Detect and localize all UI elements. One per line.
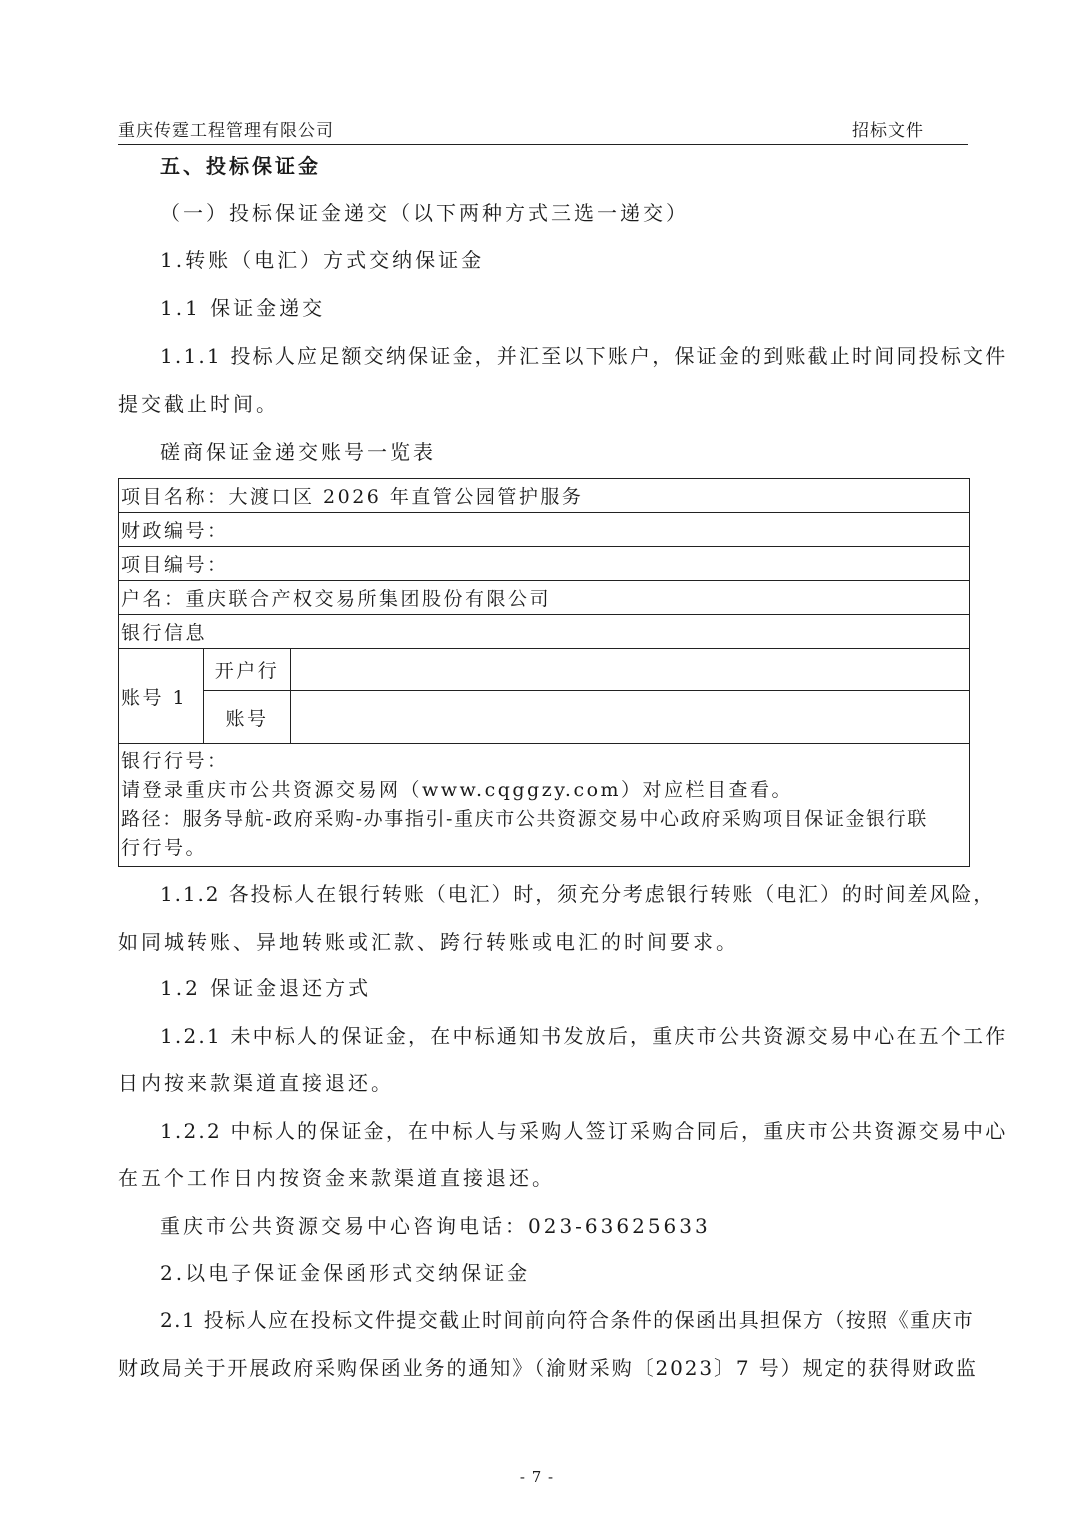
finance-no-cell: 财政编号：: [119, 513, 970, 547]
open-bank-value-cell: [291, 649, 970, 691]
para-1-1-1-line1: 1.1.1 投标人应足额交纳保证金，并汇至以下账户，保证金的到账截止时间同投标文件: [160, 344, 1008, 368]
bank-info-cell: 银行信息: [119, 615, 970, 649]
header-doc-type: 招标文件: [852, 121, 924, 141]
page-number: - 7 -: [519, 1468, 555, 1486]
table-caption: 磋商保证金递交账号一览表: [160, 440, 436, 464]
bank-code-line1: 银行行号：: [121, 750, 229, 772]
bank-code-line2: 请登录重庆市公共资源交易网（www.cqggzy.com）对应栏目查看。: [121, 779, 794, 801]
para-2-1-line1: 2.1 投标人应在投标文件提交截止时间前向符合条件的保函出具担保方（按照《重庆市: [160, 1308, 975, 1332]
para-2: 2.以电子保证金保函形式交纳保证金: [160, 1261, 531, 1285]
para-1-1-2-line1: 1.1.2 各投标人在银行转账（电汇）时，须充分考虑银行转账（电汇）的时间差风险，: [160, 882, 996, 906]
account-name-cell: 户名：重庆联合产权交易所集团股份有限公司: [119, 581, 970, 615]
para-1-2-2-line2: 在五个工作日内按资金来款渠道直接退还。: [118, 1166, 555, 1190]
para-2-1-line2: 财政局关于开展政府采购保函业务的通知》（渝财采购〔2023〕7 号）规定的获得财政监: [118, 1356, 978, 1380]
section-title: 五、投标保证金: [160, 154, 321, 178]
bank-code-line4: 行行号。: [121, 837, 208, 859]
para-1-2-1-line1: 1.2.1 未中标人的保证金，在中标通知书发放后，重庆市公共资源交易中心在五个工作: [160, 1024, 1008, 1048]
header-company: 重庆传霆工程管理有限公司: [118, 121, 334, 141]
project-no-cell: 项目编号：: [119, 547, 970, 581]
bank-code-cell: [119, 744, 970, 867]
account-no-value-cell: [291, 691, 970, 744]
para-1-2: 1.2 保证金退还方式: [160, 976, 372, 1000]
page-header: [118, 116, 968, 145]
open-bank-label-cell: 开户行: [204, 649, 291, 691]
bank-code-line3: 路径：服务导航-政府采购-办事指引-重庆市公共资源交易中心政府采购项目保证金银行联: [121, 808, 928, 830]
para-1-1: 1.1 保证金递交: [160, 296, 326, 320]
account-no-label-cell: 账号: [204, 691, 291, 744]
para-1-1-1-line2: 提交截止时间。: [118, 392, 279, 416]
subsection-1: （一）投标保证金递交（以下两种方式三选一递交）: [160, 201, 689, 225]
account1-label-cell: 账号 1: [119, 649, 204, 744]
para-1-2-1-line2: 日内按来款渠道直接退还。: [118, 1071, 394, 1095]
para-1-1-2-line2: 如同城转账、异地转账或汇款、跨行转账或电汇的时间要求。: [118, 930, 739, 954]
para-1: 1.转账（电汇）方式交纳保证金: [160, 248, 485, 272]
consult-phone: 重庆市公共资源交易中心咨询电话：023-63625633: [160, 1214, 711, 1238]
account-table: [118, 478, 970, 867]
project-name-cell: 项目名称：大渡口区 2026 年直管公园管护服务: [119, 479, 970, 513]
para-1-2-2-line1: 1.2.2 中标人的保证金，在中标人与采购人签订采购合同后，重庆市公共资源交易中心: [160, 1119, 1008, 1143]
